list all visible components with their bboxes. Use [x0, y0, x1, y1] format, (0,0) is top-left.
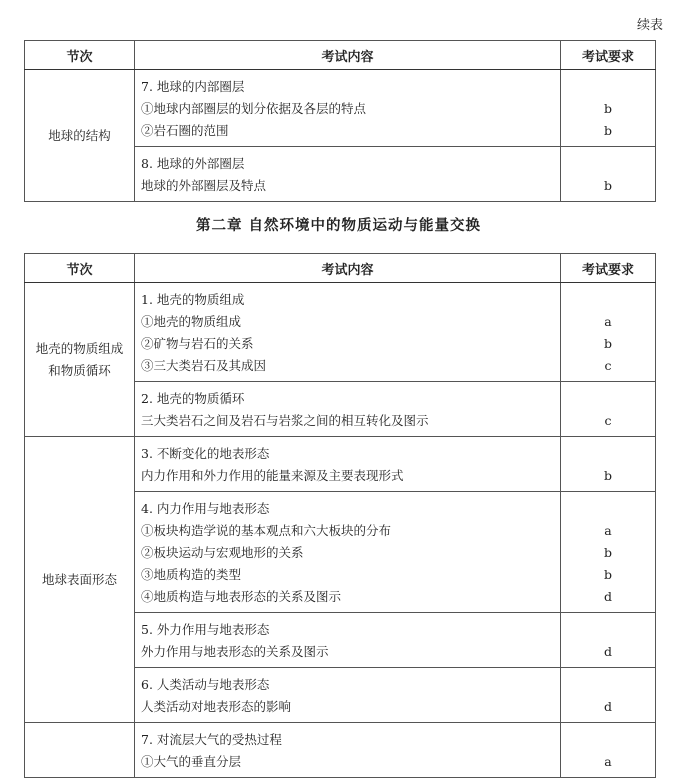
section-name-cell: 地球的结构	[25, 70, 135, 202]
content-item: ①大气的垂直分层	[141, 754, 242, 769]
requirement-spacer	[561, 498, 655, 520]
content-item: ①地球内部圈层的划分依据及各层的特点	[141, 101, 367, 116]
content-item: 地球的外部圈层及特点	[141, 178, 267, 193]
requirement-cell	[561, 668, 656, 723]
requirement-level: b	[603, 567, 612, 582]
requirement-level: a	[604, 314, 612, 329]
requirement-level: b	[603, 545, 612, 560]
content-cell	[135, 70, 561, 147]
block-title: 6. 人类活动与地表形态	[141, 677, 270, 692]
requirement-level: d	[603, 699, 612, 714]
content-item: ②岩石圈的范围	[141, 123, 229, 138]
block-title: 4. 内力作用与地表形态	[141, 501, 270, 516]
table-row	[25, 70, 656, 147]
header-content: 考试内容	[135, 41, 561, 70]
chapter-title: 第二章 自然环境中的物质运动与能量交换	[195, 217, 482, 234]
content-item: 内力作用和外力作用的能量来源及主要表现形式	[141, 468, 404, 483]
content-cell	[135, 723, 561, 778]
requirement-spacer	[561, 619, 655, 641]
requirement-level: c	[604, 413, 612, 428]
block-title: 8. 地球的外部圈层	[141, 156, 245, 171]
continued-label: 续表	[636, 18, 663, 33]
block-title: 7. 地球的内部圈层	[141, 79, 245, 94]
table-row	[25, 437, 656, 492]
content-item: ①地壳的物质组成	[141, 314, 242, 329]
requirement-level: a	[604, 523, 612, 538]
requirement-cell	[561, 723, 656, 778]
section-name-cell	[25, 723, 135, 778]
block-title: 3. 不断变化的地表形态	[141, 446, 270, 461]
header-section: 节次	[25, 41, 135, 70]
requirement-level: a	[604, 754, 612, 769]
requirement-spacer	[561, 289, 655, 311]
block-title: 1. 地壳的物质组成	[141, 292, 245, 307]
requirement-spacer	[561, 76, 655, 98]
requirement-level: b	[603, 178, 612, 193]
exam-table-chapter-1	[24, 40, 656, 202]
requirement-spacer	[561, 153, 655, 175]
content-item: 三大类岩石之间及岩石与岩浆之间的相互转化及图示	[141, 413, 429, 428]
requirement-level: b	[603, 101, 612, 116]
section-name-cell: 地壳的物质组成和物质循环	[25, 283, 135, 437]
header-requirement: 考试要求	[561, 41, 656, 70]
requirement-cell	[561, 70, 656, 147]
header-content: 考试内容	[135, 254, 561, 283]
requirement-cell	[561, 147, 656, 202]
content-item: ②矿物与岩石的关系	[141, 336, 254, 351]
block-title: 2. 地壳的物质循环	[141, 391, 245, 406]
content-cell	[135, 147, 561, 202]
block-title: 5. 外力作用与地表形态	[141, 622, 270, 637]
content-cell	[135, 382, 561, 437]
content-cell	[135, 492, 561, 613]
content-item: ④地质构造与地表形态的关系及图示	[141, 589, 342, 604]
requirement-spacer	[561, 388, 655, 410]
content-item: 外力作用与地表形态的关系及图示	[141, 644, 329, 659]
requirement-cell	[561, 613, 656, 668]
exam-table-chapter-2	[24, 253, 656, 778]
header-requirement: 考试要求	[561, 254, 656, 283]
content-item: ③地质构造的类型	[141, 567, 242, 582]
section-name-cell: 地球表面形态	[25, 437, 135, 723]
requirement-level: c	[604, 358, 612, 373]
content-item: ①板块构造学说的基本观点和六大板块的分布	[141, 523, 392, 538]
requirement-spacer	[561, 729, 655, 751]
table-header-row	[25, 41, 656, 70]
content-cell	[135, 668, 561, 723]
table-row	[25, 283, 656, 382]
requirement-spacer	[561, 674, 655, 696]
content-cell	[135, 283, 561, 382]
requirement-cell	[561, 283, 656, 382]
requirement-level: b	[603, 468, 612, 483]
content-item: ③三大类岩石及其成因	[141, 358, 267, 373]
requirement-level: b	[603, 123, 612, 138]
table-row	[25, 723, 656, 778]
requirement-level: d	[603, 644, 612, 659]
requirement-level: b	[603, 336, 612, 351]
requirement-level: d	[603, 589, 612, 604]
requirement-spacer	[561, 443, 655, 465]
content-item: 人类活动对地表形态的影响	[141, 699, 292, 714]
content-cell	[135, 613, 561, 668]
header-section: 节次	[25, 254, 135, 283]
requirement-cell	[561, 437, 656, 492]
table-header-row	[25, 254, 656, 283]
content-item: ②板块运动与宏观地形的关系	[141, 545, 304, 560]
requirement-cell	[561, 382, 656, 437]
requirement-cell	[561, 492, 656, 613]
content-cell	[135, 437, 561, 492]
block-title: 7. 对流层大气的受热过程	[141, 732, 282, 747]
